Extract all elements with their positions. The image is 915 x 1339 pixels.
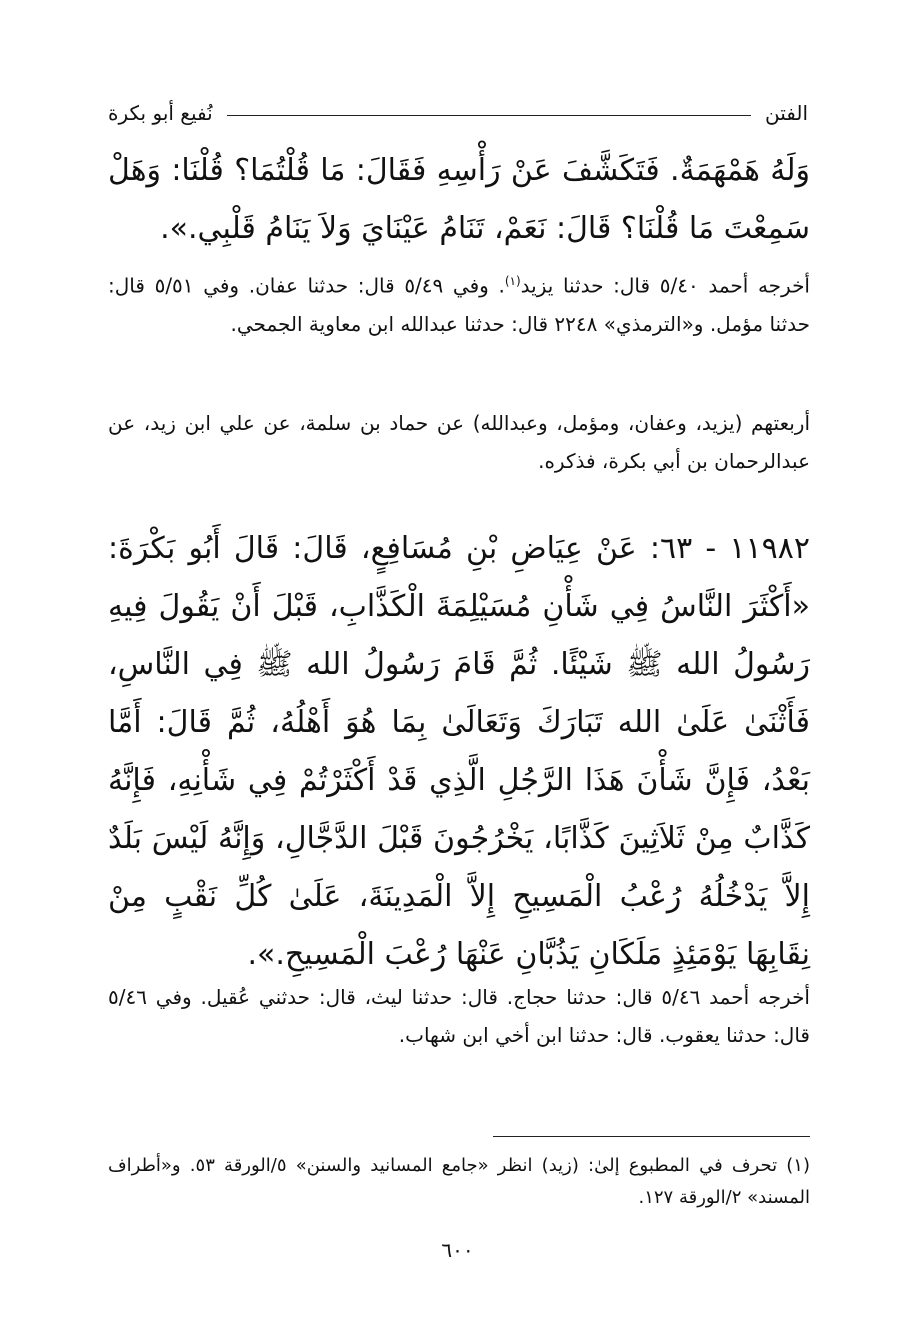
- footnote-separator: [493, 1136, 810, 1137]
- running-header: [108, 98, 808, 128]
- takhrij-paragraph-2: أربعتهم (يزيد، وعفان، ومؤمل، وعبدالله) عن حماد بن سلمة، عن علي ابن زيد، عن عبدالرحمان بن أبي بكرة، فذكره.: [108, 411, 810, 473]
- hadith-11982: ١١٩٨٢ - ٦٣: عَنْ عِيَاضِ بْنِ مُسَافِعٍ، قَالَ: قَالَ أَبُو بَكْرَةَ: «أَكْثَرَ النَّاسُ فِي شَأْنِ مُسَيْلِمَةَ الْكَذَّابِ، قَبْلَ أَنْ يَقُولَ فِيهِ رَسُولُ الله ﷺ شَيْئًا. ثُمَّ قَامَ رَسُولُ الله ﷺ فِي النَّاسِ، فَأَثْنَىٰ عَلَىٰ الله تَبَارَكَ وَتَعَالَىٰ بِمَا هُوَ أَهْلُهُ، ثُمَّ قَالَ: أَمَّا بَعْدُ، فَإِنَّ شَأْنَ هَذَا الرَّجُلِ الَّذِي قَدْ أَكْثَرْتُمْ فِي شَأْنِهِ، فَإِنَّهُ كَذَّابٌ مِنْ ثَلاَثِينَ كَذَّابًا، يَخْرُجُونَ قَبْلَ الدَّجَّالِ، وَإِنَّهُ لَيْسَ بَلَدٌ إِلاَّ يَدْخُلُهُ رُعْبُ الْمَسِيحِ إِلاَّ الْمَدِينَةَ، عَلَىٰ كُلِّ نَقْبٍ مِنْ نِقَابِهَا يَوْمَئِذٍ مَلَكَانِ يَذُبَّانِ عَنْهَا رُعْبَ الْمَسِيحِ.».: [108, 531, 810, 972]
- takhrij-1-text-a: أخرجه أحمد ٥/٤٠ قال: حدثنا يزيد: [520, 273, 810, 298]
- hadith-continuation: وَلَهُ هَمْهَمَةٌ. فَتَكَشَّفَ عَنْ رَأْسِهِ فَقَالَ: مَا قُلْتُمَا؟ قُلْنَا: وَهَلْ سَمِعْتَ مَا قُلْنَا؟ قَالَ: نَعَمْ، تَنَامُ عَيْنَايَ وَلاَ يَنَامُ قَلْبِي.».: [108, 153, 810, 246]
- takhrij-paragraph-3: أخرجه أحمد ٥/٤٦ قال: حدثنا حجاج. قال: حدثنا ليث، قال: حدثني عُقيل. وفي ٥/٤٦ قال: حدثنا يعقوب. قال: حدثنا ابن أخي ابن شهاب.: [108, 985, 810, 1047]
- header-section-title: الفتن: [764, 101, 808, 125]
- header-rule: [227, 115, 751, 116]
- takhrij-paragraph-1: [108, 262, 810, 343]
- header-narrator-name: نُفيع أبو بكرة: [108, 101, 213, 125]
- page-number: ٦٠٠: [441, 1238, 474, 1262]
- footnote-marker[interactable]: (١): [504, 274, 521, 288]
- footnote-1: (١) تحرف في المطبوع إلىٰ: (زيد) انظر «جامع المسانيد والسنن» ٥/الورقة ٥٣. و«أطراف المسند» ٢/الورقة ١٢٧.: [108, 1155, 810, 1208]
- takhrij-1-text-b: . وفي ٥/٤٩ قال: حدثنا عفان. وفي ٥/٥١ قال: حدثنا مؤمل. و«الترمذي» ٢٢٤٨ قال: حدثنا عبدالله ابن معاوية الجمحي.: [108, 273, 810, 336]
